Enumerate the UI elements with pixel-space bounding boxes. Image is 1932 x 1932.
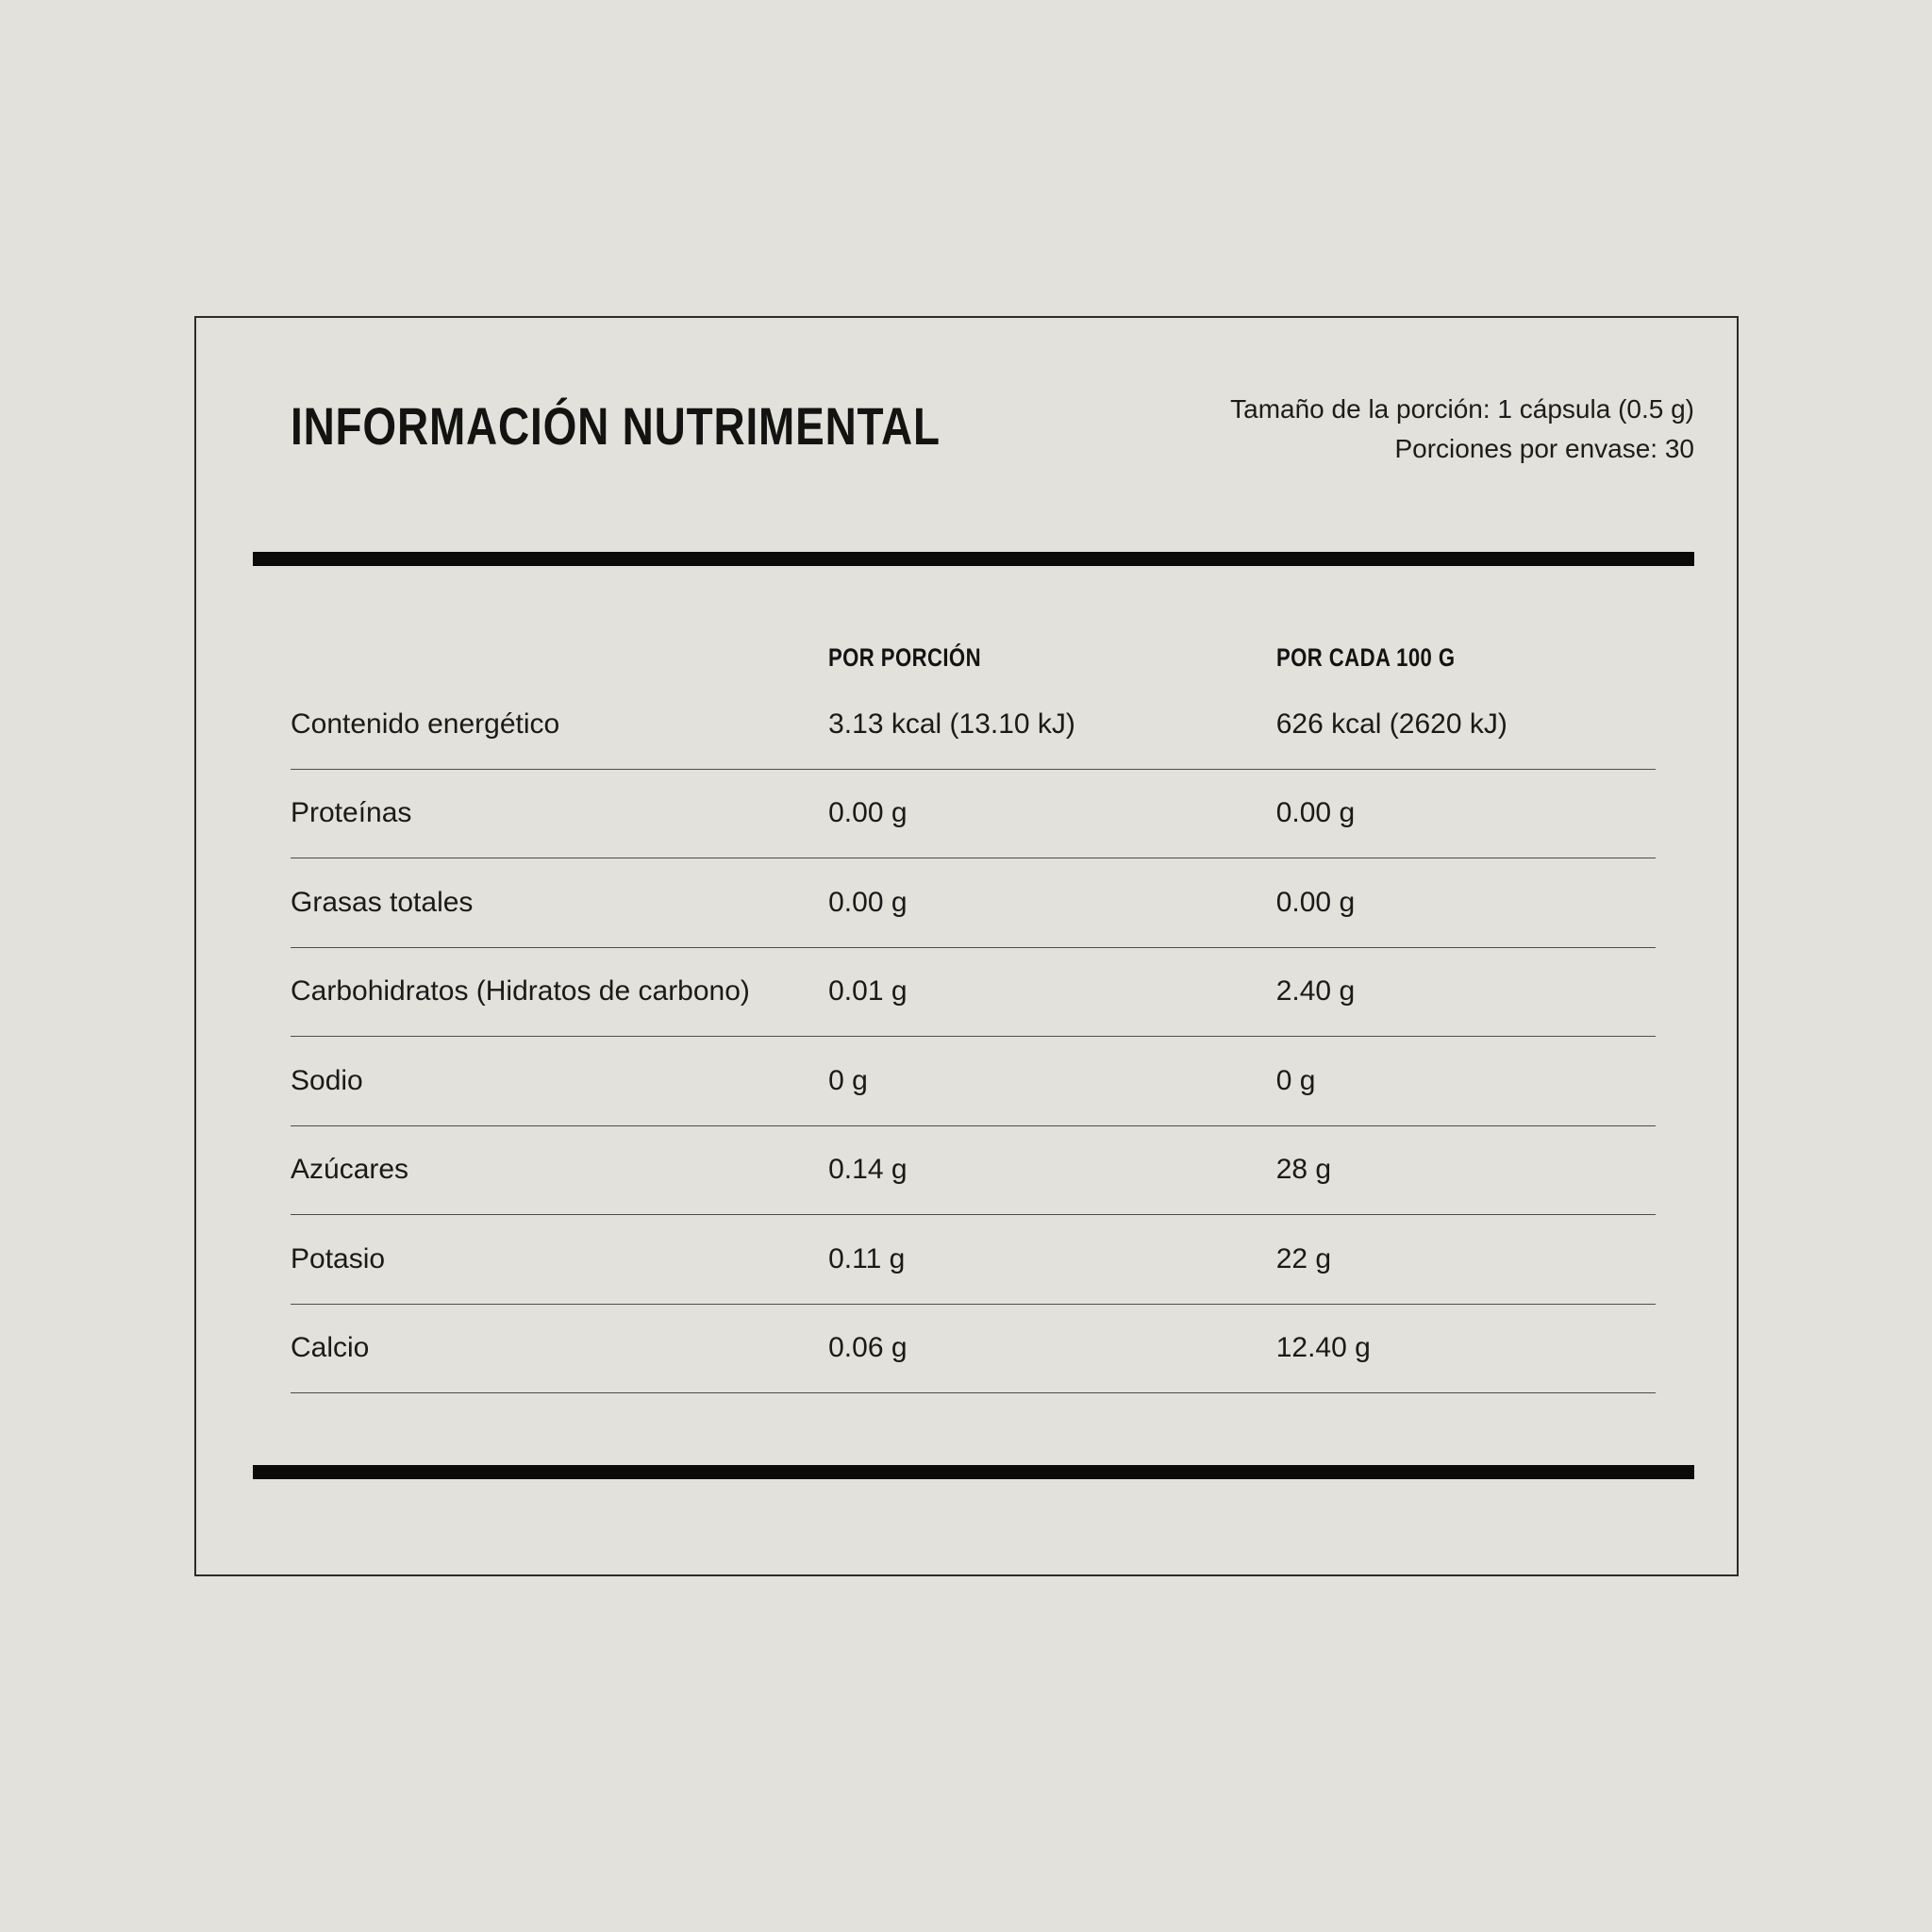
per-serving-value: 0.00 g bbox=[828, 797, 908, 829]
nutrient-label: Calcio bbox=[291, 1332, 370, 1364]
per-100g-value: 0 g bbox=[1275, 1064, 1316, 1096]
nutrient-label: Sodio bbox=[291, 1064, 363, 1096]
per-100g-value: 28 g bbox=[1275, 1154, 1332, 1186]
per-serving-value: 3.13 kcal (13.10 kJ) bbox=[828, 708, 1075, 740]
table-row bbox=[291, 770, 1656, 859]
table-row bbox=[291, 948, 1656, 1038]
per-100g-value: 12.40 g bbox=[1275, 1332, 1371, 1364]
nutrient-label: Contenido energético bbox=[291, 708, 560, 740]
top-divider-bar bbox=[253, 552, 1694, 566]
per-serving-value: 0.00 g bbox=[828, 886, 908, 918]
nutrition-table bbox=[291, 635, 1656, 1393]
per-100g-value: 22 g bbox=[1275, 1242, 1332, 1274]
table-row bbox=[291, 1126, 1656, 1216]
per-serving-value: 0 g bbox=[828, 1064, 868, 1096]
table-header-row bbox=[291, 635, 1656, 680]
per-100g-value: 0.00 g bbox=[1275, 886, 1356, 918]
per-100g-value: 0.00 g bbox=[1275, 797, 1356, 829]
bottom-divider-bar bbox=[253, 1465, 1694, 1479]
serving-info bbox=[1230, 390, 1694, 469]
per-100g-value: 2.40 g bbox=[1275, 975, 1356, 1008]
column-header-per-serving: POR PORCIÓN bbox=[828, 642, 982, 672]
nutrient-label: Grasas totales bbox=[291, 886, 474, 918]
column-header-per-100g: POR CADA 100 G bbox=[1275, 642, 1456, 672]
per-serving-value: 0.01 g bbox=[828, 975, 908, 1008]
servings-per-container-text: Porciones por envase: 30 bbox=[1394, 434, 1694, 463]
per-serving-value: 0.14 g bbox=[828, 1154, 908, 1186]
per-serving-value: 0.06 g bbox=[828, 1332, 908, 1364]
table-row bbox=[291, 1305, 1656, 1394]
nutrient-label: Carbohidratos (Hidratos de carbono) bbox=[291, 975, 750, 1008]
nutrient-label: Azúcares bbox=[291, 1154, 409, 1186]
per-serving-value: 0.11 g bbox=[828, 1242, 906, 1274]
label-title: INFORMACIÓN NUTRIMENTAL bbox=[291, 396, 941, 456]
table-row bbox=[291, 858, 1656, 948]
table-row bbox=[291, 1037, 1656, 1126]
per-100g-value: 626 kcal (2620 kJ) bbox=[1275, 708, 1507, 740]
table-row bbox=[291, 1215, 1656, 1305]
nutrient-label: Potasio bbox=[291, 1242, 386, 1274]
table-row bbox=[291, 680, 1656, 770]
nutrient-label: Proteínas bbox=[291, 797, 412, 829]
serving-size-text: Tamaño de la porción: 1 cápsula (0.5 g) bbox=[1230, 394, 1694, 424]
nutrition-label-panel bbox=[194, 316, 1739, 1576]
